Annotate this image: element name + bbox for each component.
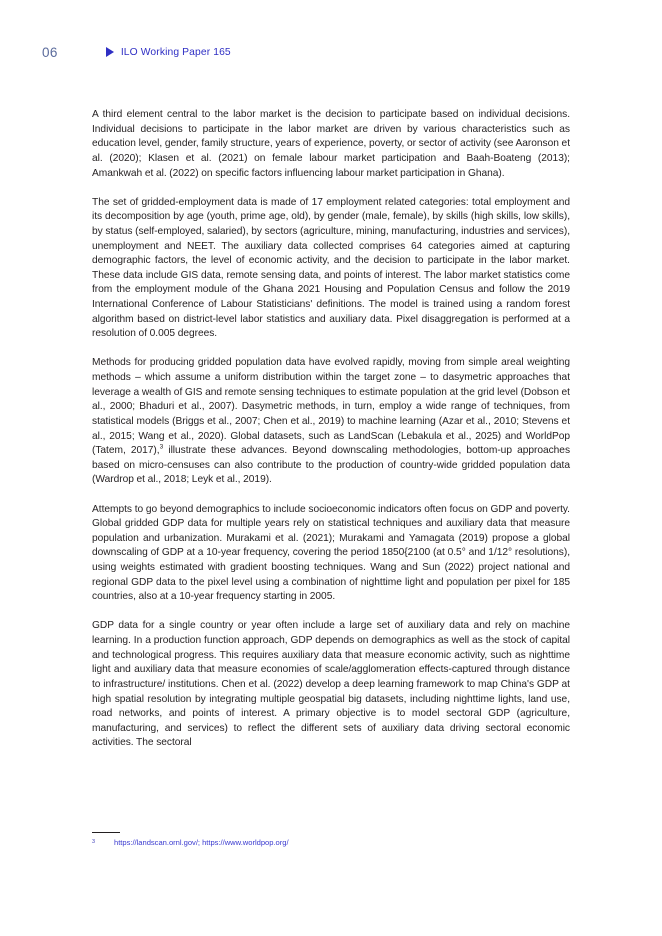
paragraph-single-country-gdp: GDP data for a single country or year often include a large set of auxiliary data and rely on machine learning. In a production function approach, GDP depends on demographics as well as the stock of capital and technological progress. This requires auxiliary data that measure economic activity, such as nighttime light and auxiliary data that measure economies of scale/agglomeration effects-captured through distance to infrastructure/ institutions. Chen et al. (2022) develop a deep learning framework to map China's GDP at high spatial resolution by integrating multiple geospatial big datasets, including nighttime lights, land use, road networks, and points of interest. A primary objective is to model sectoral GDP (agriculture, manufacturing, and services) to reflect the different sets of auxiliary data driving sectoral economic activities. The sectoral <box>92 620 570 749</box>
footnote-separator-rule <box>92 832 120 833</box>
header-title: ILO Working Paper 165 <box>120 46 231 58</box>
paragraph-gridded-population-methods <box>92 356 570 488</box>
footnote-link-text[interactable]: https://landscan.ornl.gov/; https://www.worldpop.org/ <box>114 838 289 847</box>
footnote-marker: 3 <box>92 839 95 845</box>
body-text-column <box>92 108 570 751</box>
footnote-reference-marker[interactable]: 3 <box>159 443 164 451</box>
paragraph-gridded-employment-data: The set of gridded-employment data is made of 17 employment related categories: total employment and its decomposition by age (youth, prime age, old), by gender (male, female), by skills (high skills, low skills), by status (self-employed, salaried), by sectors (agriculture, mining, manufacturing, industries and services), unemployment and NEET. The auxiliary data collected comprises 64 categories aimed at capturing demographic factors, the level of economic activity, and the decision to participate in the labor market. These data include GIS data, remote sensing data, and points of interest. The labor market statistics come from the employment module of the Ghana 2021 Housing and Population Census and follow the 2019 International Conference of Labour Statisticians' definitions. The model is trained using a random forest algorithm based on district-level labor statistics and auxiliary data. Pixel disaggregation is performed at a resolution of 0.005 degrees. <box>92 196 570 340</box>
running-header <box>42 42 620 62</box>
footnote-area <box>92 832 570 848</box>
paragraph-labor-market-participation: A third element central to the labor market is the decision to participate based on individual decisions. Individual decisions to participate in the labor market are driven by various characteristics such as education level, gender, family structure, years of experience, poverty, or sector of activity (see Aaronson et al. (2020); Klasen et al. (2021) on female labour market participation and Baah-Boateng (2013); Amankwah et al. (2022) on specific factors influencing labour market participation in Ghana). <box>92 109 570 179</box>
footnote-entry <box>92 838 570 848</box>
paragraph-text-before-footnote: Methods for producing gridded population data have evolved rapidly, moving from simple areal weighting methods – which assume a uniform distribution within the target zone – to dasymetric approaches that leverage a wealth of GIS and remote sensing techniques to estimate population at the grid level (Dobson et al., 2000; Bhaduri et al., 2007). Dasymetric methods, in turn, employ a wide range of techniques, from statistical models (Briggs et al., 2007; Chen et al., 2019) to machine learning (Azar et al., 2010; Stevens et al., 2015; Wang et al., 2020). Global datasets, such as LandScan (Lebakula et al., 2025) and WorldPop (Tatem, 2017), <box>92 357 570 457</box>
paragraph-text-after-footnote: illustrate these advances. Beyond downscaling methodologies, bottom-up approaches based on micro-censuses can also contribute to the production of country-wide gridded population data (Wardrop et al., 2018; Leyk et al., 2019). <box>92 445 571 486</box>
paragraph-socioeconomic-gdp: Attempts to go beyond demographics to include socioeconomic indicators often focus on GDP and poverty. Global gridded GDP data for multiple years rely on statistical techniques and auxiliary data that measure population and urbanization. Murakami et al. (2021); Murakami and Yamagata (2019) propose a global downscaling of GDP at a 10-year frequency, covering the period 1850{2100 (at 0.5° and 1/12° resolutions), using weights estimated with gradient boosting techniques. Wang and Sun (2022) project national and regional GDP data to the pixel level using a combination of nighttime light and population per pixel for 185 countries, also at a 10-year frequency starting in 2005. <box>92 503 570 603</box>
triangle-right-icon <box>106 47 114 57</box>
page-number: 06 <box>42 44 58 60</box>
